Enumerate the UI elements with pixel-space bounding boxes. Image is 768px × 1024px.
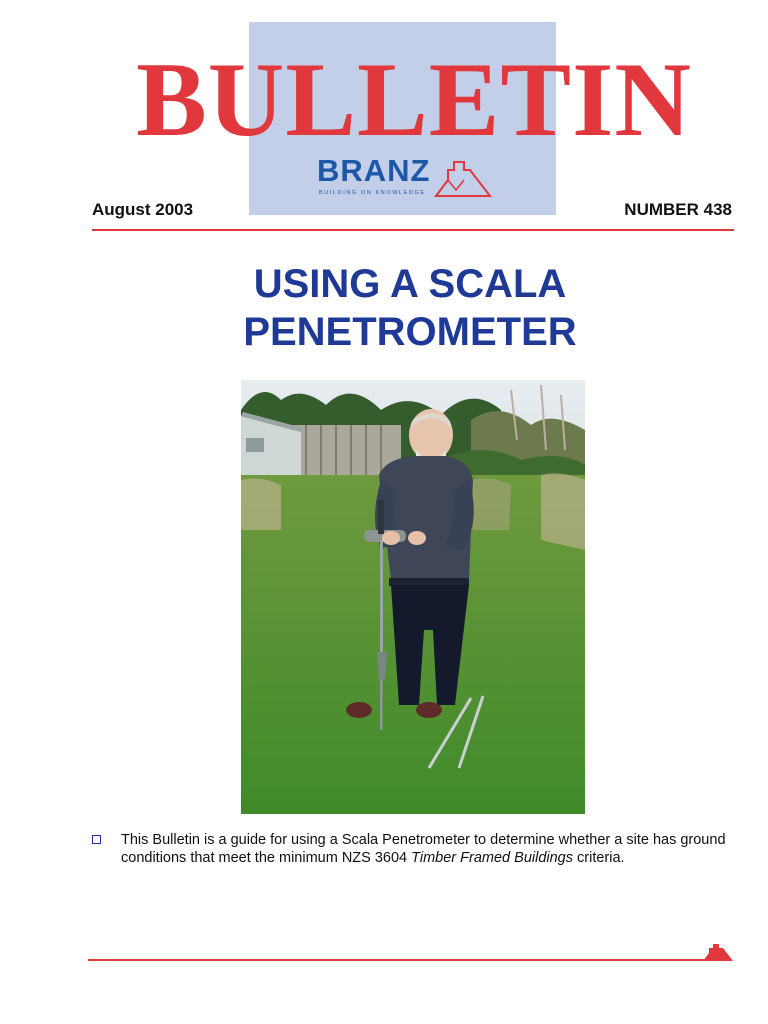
house-outline-icon: [434, 156, 492, 198]
intro-bullet: [92, 831, 742, 867]
intro-text: [121, 831, 742, 867]
issue-number: NUMBER 438: [624, 200, 732, 219]
page-title-line-2: PENETROMETER: [243, 310, 577, 354]
intro-text-start: This Bulletin is a guide for using a Scala Penetrometer to determine whether a site has ground conditions that meet the minimum NZS 3604: [121, 832, 726, 866]
intro-text-standard-title: Timber Framed Buildings: [411, 850, 573, 866]
cover-photo: [241, 380, 585, 814]
intro-text-end: criteria.: [572, 850, 625, 866]
masthead-title: BULLETIN: [136, 41, 692, 158]
page-title-line-1: USING A SCALA: [253, 262, 567, 306]
branz-logo-tagline: BUILDING ON KNOWLEDGE: [319, 190, 426, 196]
header-divider: [92, 229, 734, 231]
red-house-mark-icon: [703, 941, 733, 963]
issue-date: August 2003: [92, 200, 194, 219]
branz-logo: [317, 154, 497, 200]
page-title: [0, 260, 768, 356]
footer-divider: [88, 959, 711, 961]
square-bullet-icon: [92, 835, 101, 844]
branz-logo-word: BRANZ: [317, 153, 431, 188]
